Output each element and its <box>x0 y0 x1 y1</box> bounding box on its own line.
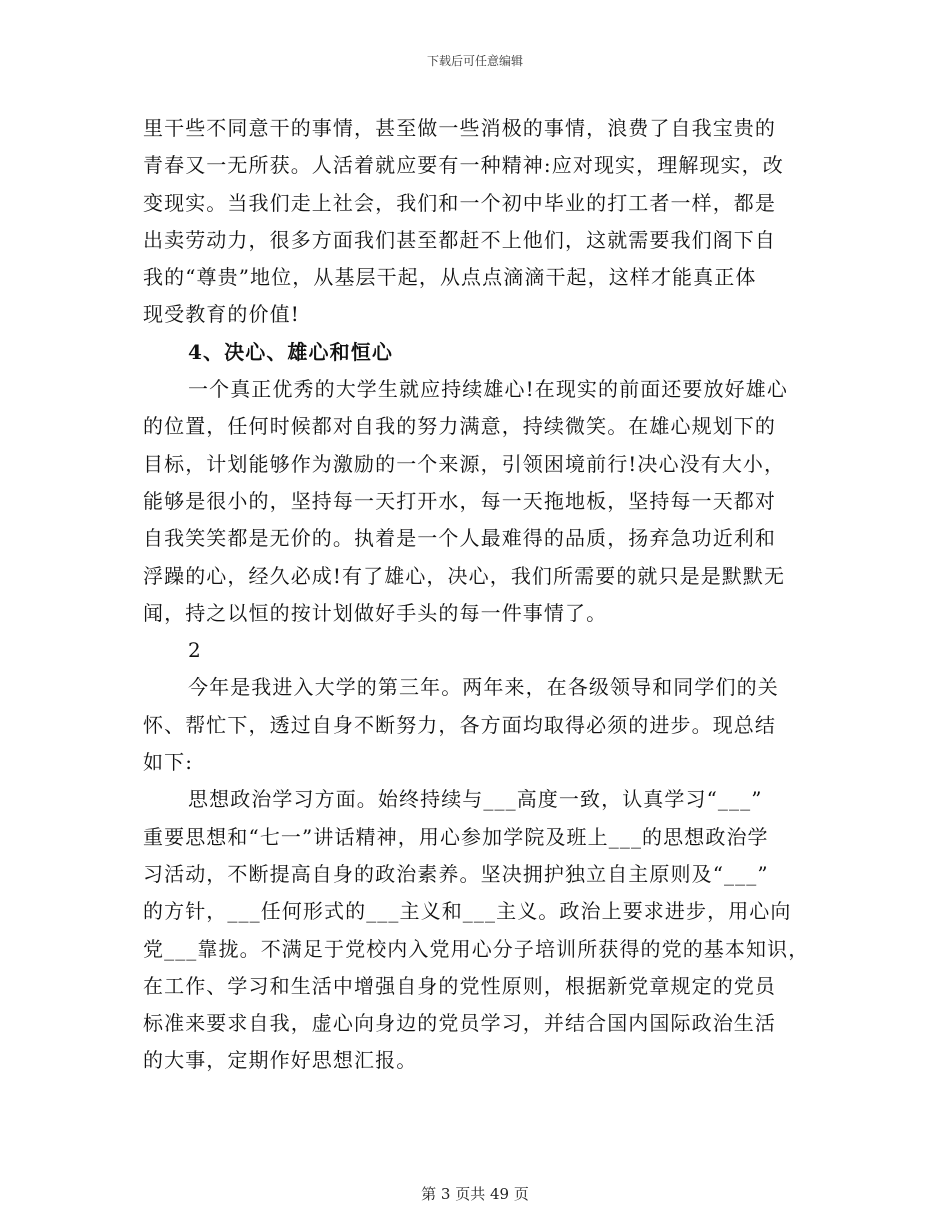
page-header: 下载后可任意编辑 <box>426 54 523 68</box>
text-line: 2 <box>188 638 202 663</box>
text-line: 思想政治学习方面。始终持续与___高度一致，认真学习“___” <box>188 787 763 812</box>
text-line: 闻，持之以恒的按计划做好手头的每一件事情了。 <box>143 600 608 625</box>
text-line: 我的“尊贵”地位，从基层干起，从点点滴滴干起，这样才能真正体 <box>143 265 757 290</box>
text-line: 一个真正优秀的大学生就应持续雄心!在现实的前面还要放好雄心 <box>188 377 788 402</box>
text-line: 如下: <box>143 750 194 775</box>
text-line: 目标，计划能够作为激励的一个来源，引领困境前行!决心没有大小， <box>143 451 786 476</box>
text-line: 能够是很小的，坚持每一天打开水，每一天拖地板，坚持每一天都对 <box>143 488 776 513</box>
section-heading: 4、决心、雄心和恒心 <box>188 339 393 364</box>
document-body <box>143 110 813 1080</box>
text-line: 标准来要求自我，虚心向身边的党员学习，并结合国内国际政治生活 <box>143 1011 776 1036</box>
text-line: 在工作、学习和生活中增强自身的党性原则，根据新党章规定的党员 <box>143 973 776 998</box>
text-line: 青春又一无所获。人活着就应要有一种精神:应对现实，理解现实，改 <box>143 153 784 178</box>
text-line: 自我笑笑都是无价的。执着是一个人最难得的品质，扬弃急功近利和 <box>143 526 776 551</box>
text-line: 里干些不同意干的事情，甚至做一些消极的事情，浪费了自我宝贵的 <box>143 116 776 140</box>
text-line: 习活动，不断提高自身的政治素养。坚决拥护独立自主原则及“___” <box>143 861 769 886</box>
page-footer: 第 3 页共 49 页 <box>421 1185 529 1203</box>
text-line: 的大事，定期作好思想汇报。 <box>143 1048 418 1073</box>
text-line: 变现实。当我们走上社会，我们和一个初中毕业的打工者一样，都是 <box>143 190 776 215</box>
text-line: 重要思想和“七一”讲话精神，用心参加学院及班上___的思想政治学 <box>143 824 769 849</box>
text-line: 现受教育的价值! <box>143 302 300 327</box>
text-line: 的方针，___任何形式的___主义和___主义。政治上要求进步，用心向 <box>143 899 792 924</box>
text-line: 浮躁的心，经久必成!有了雄心，决心，我们所需要的就只是是默默无 <box>143 563 786 588</box>
text-line: 的位置，任何时候都对自我的努力满意，持续微笑。在雄心规划下的 <box>143 414 776 439</box>
text-line: 怀、帮忙下，透过自身不断努力，各方面均取得必须的进步。现总结 <box>143 712 776 737</box>
text-line: 党___靠拢。不满足于党校内入党用心分子培训所获得的党的基本知识， <box>143 936 810 961</box>
text-line: 出卖劳动力，很多方面我们甚至都赶不上他们，这就需要我们阁下自 <box>143 227 776 252</box>
text-line: 今年是我进入大学的第三年。两年来，在各级领导和同学们的关 <box>188 675 779 700</box>
